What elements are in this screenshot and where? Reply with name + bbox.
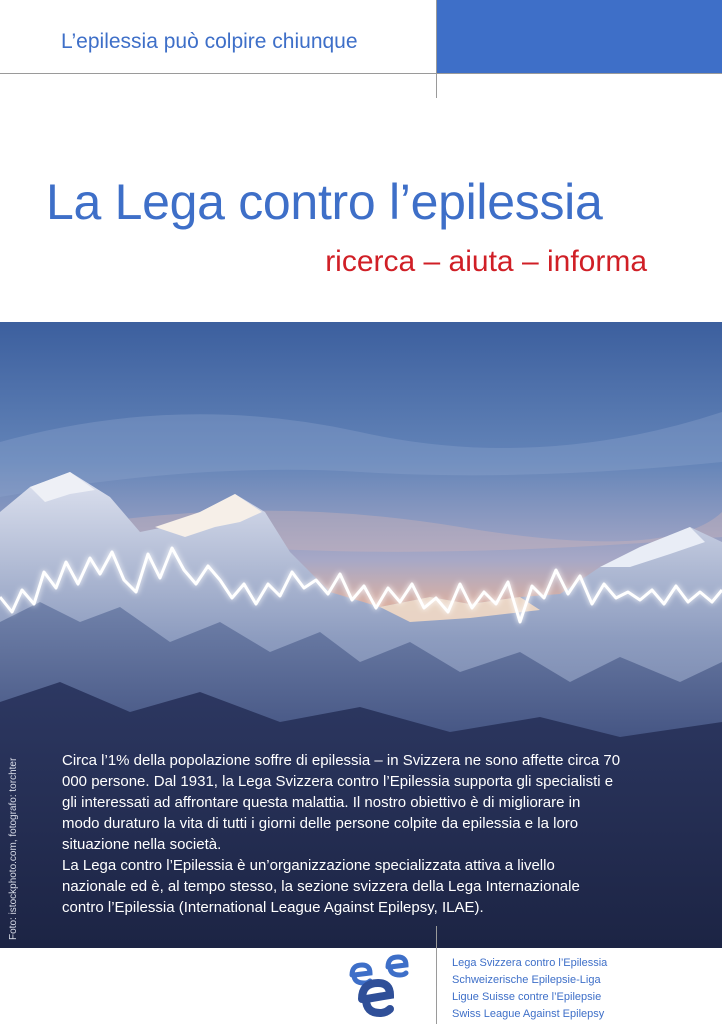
header-vertical-divider <box>436 0 437 98</box>
photo-credit: Foto: istockphoto.com, fotografo: torchter <box>8 757 19 940</box>
org-name-it: Lega Svizzera contro l’Epilessia <box>452 957 608 969</box>
intro-paragraph-1: Circa l’1% della popolazione soffre di epilessia – in Svizzera ne sono affette circa 70 000 persone. Dal 1931, la Lega Svizzera contro l’Epilessia supporta gli specialisti e gli interessati ad affrontare questa malattia. Il nostro obiettivo è di migliorare in modo duraturo la vita di tutti i giorni delle persone colpite da epilessia e la loro situazione nella società. <box>62 752 621 853</box>
page-subtitle: ricerca – aiuta – informa <box>325 245 647 278</box>
header-tagline: L’epilessia può colpire chiunque <box>61 30 358 53</box>
intro-paragraph-2: La Lega contro l’Epilessia è un’organizzazione specializzata attiva a livello nazionale ed è, al tempo stesso, la sezione svizzera della Lega Internazionale contro l’Epilessia (International League Against Epilepsy, ILAE). <box>62 857 580 916</box>
header-blue-block <box>437 0 722 73</box>
footer-vertical-divider <box>436 926 437 1024</box>
header-divider <box>0 73 722 74</box>
org-name-fr: Ligue Suisse contre l’Epilepsie <box>452 991 602 1003</box>
intro-text <box>62 750 622 918</box>
page-title: La Lega contro l’epilessia <box>46 174 603 230</box>
ee-logo-icon <box>344 953 418 1021</box>
org-name-de: Schweizerische Epilepsie-Liga <box>452 974 601 986</box>
org-names-list <box>452 955 607 1023</box>
org-name-en: Swiss League Against Epilepsy <box>452 1008 605 1020</box>
